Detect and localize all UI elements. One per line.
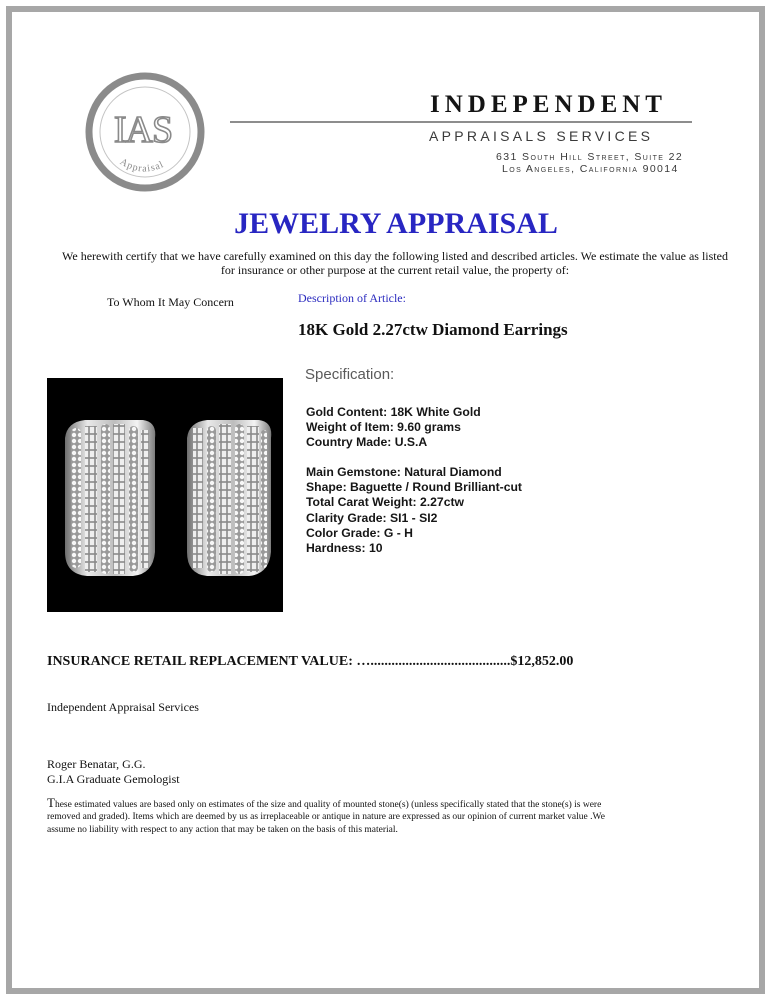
spec-hardness: Hardness: 10	[306, 540, 383, 555]
logo-monogram: IAS	[113, 109, 173, 151]
spec-shape: Shape: Baguette / Round Brilliant-cut	[306, 480, 522, 495]
spec-color: Color Grade: G - H	[306, 525, 413, 540]
certification-text: We herewith certify that we have carefully examined on this day the following listed and described articles. We estimate the value as listed for insurance or other purpose at the current retail value, the property of:	[62, 249, 728, 277]
appraiser-name: Roger Benatar, G.G.	[47, 757, 146, 771]
spec-clarity: Clarity Grade: SI1 - SI2	[306, 510, 438, 525]
company-subtitle: APPRAISALS SERVICES	[429, 128, 654, 144]
spec-country: Country Made: U.S.A	[306, 435, 428, 450]
address-line-1: 631 South Hill Street, Suite 22	[496, 151, 684, 163]
spec-weight: Weight of Item: 9.60 grams	[306, 420, 461, 435]
earring-left	[65, 420, 155, 576]
spec-main-gemstone: Main Gemstone: Natural Diamond	[306, 465, 502, 480]
spec-total-carat-weight: Total Carat Weight: 2.27ctw	[306, 495, 465, 510]
owner-name: To Whom It May Concern	[107, 295, 234, 309]
appraiser-organization: Independent Appraisal Services	[47, 700, 199, 714]
ias-logo	[85, 72, 205, 192]
specification-list	[306, 405, 522, 556]
description-label: Description of Article:	[298, 291, 406, 305]
logo-caption: Appraisal	[117, 156, 167, 175]
appraiser-title: G.I.A Graduate Gemologist	[47, 772, 180, 786]
document-title: JEWELRY APPRAISAL	[234, 207, 558, 240]
spec-gold-content: Gold Content: 18K White Gold	[306, 405, 481, 419]
spec-spacer	[306, 450, 522, 465]
earrings-photo	[47, 378, 283, 612]
specification-label: Specification:	[305, 366, 395, 383]
item-name: 18K Gold 2.27ctw Diamond Earrings	[298, 320, 568, 339]
company-name: INDEPENDENT	[430, 91, 667, 118]
insurance-value: INSURANCE RETAIL REPLACEMENT VALUE: …........................................$12,852.00	[47, 654, 574, 669]
earring-right	[187, 420, 271, 576]
header-rule	[230, 121, 692, 123]
address-line-2: Los Angeles, California 90014	[502, 163, 679, 175]
disclaimer-text: These estimated values are based only on estimates of the size and quality of mounted stone(s) (unless specifically stated that the stone(s) is were removed and graded). Items which are deemed by us as irreplaceable or antique in nature are expressed as our opinion of current market value .We assume no liability with respect to any action that may be taken on the basis of this material.	[47, 795, 605, 835]
